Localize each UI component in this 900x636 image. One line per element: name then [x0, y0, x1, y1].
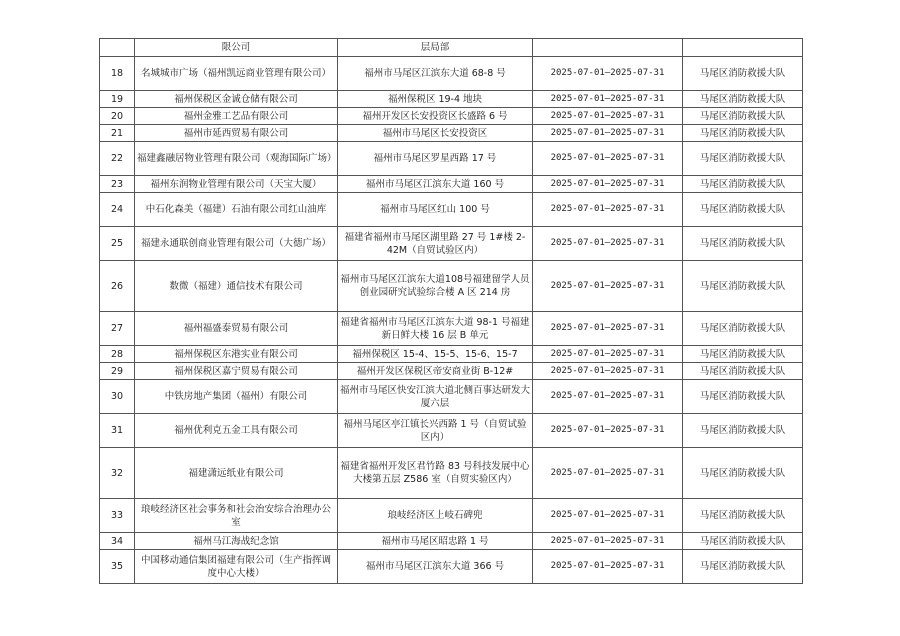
- header-org: [683, 39, 803, 57]
- address: 福州市马尾区长安投资区: [338, 125, 533, 142]
- row-number: 20: [100, 108, 135, 125]
- responsible-unit: 马尾区消防救援大队: [683, 125, 803, 142]
- row-number: 35: [100, 550, 135, 584]
- company-name: 福州保税区东港实业有限公司: [135, 346, 338, 363]
- address: 福州市马尾区罗星西路 17 号: [338, 142, 533, 176]
- address: 福州保税区 15-4、15-5、15-6、15-7: [338, 346, 533, 363]
- address: 福建省福州开发区君竹路 83 号科技发展中心大楼第五层 Z586 室（自贸实验区内）: [338, 448, 533, 499]
- company-name: 福建永通联创商业管理有限公司（大德广场）: [135, 227, 338, 261]
- date-range: 2025-07-01—2025-07-31: [533, 193, 683, 227]
- date-range: 2025-07-01—2025-07-31: [533, 261, 683, 312]
- responsible-unit: 马尾区消防救援大队: [683, 448, 803, 499]
- inspection-table: [99, 38, 803, 584]
- address: 福州市马尾区红山 100 号: [338, 193, 533, 227]
- address: 福州开发区保税区帝安商业街 B-12#: [338, 363, 533, 380]
- date-range: 2025-07-01—2025-07-31: [533, 125, 683, 142]
- company-name: 福建鑫融居物业管理有限公司（观海国际广场）: [135, 142, 338, 176]
- date-range: 2025-07-01—2025-07-31: [533, 533, 683, 550]
- table-row: [100, 312, 803, 346]
- header-company: 限公司: [135, 39, 338, 57]
- row-number: 29: [100, 363, 135, 380]
- company-name: 福州东润物业管理有限公司（天宝大厦）: [135, 176, 338, 193]
- table-row: [100, 57, 803, 91]
- table-row: [100, 193, 803, 227]
- date-range: 2025-07-01—2025-07-31: [533, 91, 683, 108]
- responsible-unit: 马尾区消防救援大队: [683, 414, 803, 448]
- row-number: 18: [100, 57, 135, 91]
- date-range: 2025-07-01—2025-07-31: [533, 448, 683, 499]
- date-range: 2025-07-01—2025-07-31: [533, 312, 683, 346]
- date-range: 2025-07-01—2025-07-31: [533, 363, 683, 380]
- company-name: 中铁房地产集团（福州）有限公司: [135, 380, 338, 414]
- company-name: 福州马江海战纪念馆: [135, 533, 338, 550]
- table-row: [100, 176, 803, 193]
- responsible-unit: 马尾区消防救援大队: [683, 533, 803, 550]
- row-number: 23: [100, 176, 135, 193]
- header-num: [100, 39, 135, 57]
- company-name: 琅岐经济区社会事务和社会治安综合治理办公室: [135, 499, 338, 533]
- table-row: [100, 414, 803, 448]
- row-number: 26: [100, 261, 135, 312]
- row-number: 24: [100, 193, 135, 227]
- date-range: 2025-07-01—2025-07-31: [533, 380, 683, 414]
- date-range: 2025-07-01—2025-07-31: [533, 176, 683, 193]
- table-row: [100, 125, 803, 142]
- address: 福州市马尾区江滨东大道 160 号: [338, 176, 533, 193]
- date-range: 2025-07-01—2025-07-31: [533, 346, 683, 363]
- address: 福州市马尾区昭忠路 1 号: [338, 533, 533, 550]
- table-row: [100, 142, 803, 176]
- date-range: 2025-07-01—2025-07-31: [533, 57, 683, 91]
- row-number: 22: [100, 142, 135, 176]
- row-number: 32: [100, 448, 135, 499]
- responsible-unit: 马尾区消防救援大队: [683, 312, 803, 346]
- address: 福州市马尾区快安江滨大道北侧百事达研发大厦六层: [338, 380, 533, 414]
- responsible-unit: 马尾区消防救援大队: [683, 142, 803, 176]
- table-row: [100, 380, 803, 414]
- row-number: 28: [100, 346, 135, 363]
- date-range: 2025-07-01—2025-07-31: [533, 227, 683, 261]
- company-name: 福州金雅工艺品有限公司: [135, 108, 338, 125]
- company-name: 福州福盛泰贸易有限公司: [135, 312, 338, 346]
- table-header-row: [100, 39, 803, 57]
- company-name: 福建潇远纸业有限公司: [135, 448, 338, 499]
- date-range: 2025-07-01—2025-07-31: [533, 142, 683, 176]
- table-row: [100, 91, 803, 108]
- responsible-unit: 马尾区消防救援大队: [683, 193, 803, 227]
- row-number: 19: [100, 91, 135, 108]
- table-row: [100, 363, 803, 380]
- responsible-unit: 马尾区消防救援大队: [683, 380, 803, 414]
- responsible-unit: 马尾区消防救援大队: [683, 550, 803, 584]
- responsible-unit: 马尾区消防救援大队: [683, 363, 803, 380]
- company-name: 中国移动通信集团福建有限公司（生产指挥调度中心大楼）: [135, 550, 338, 584]
- responsible-unit: 马尾区消防救援大队: [683, 176, 803, 193]
- address: 福州开发区长安投资区长盛路 6 号: [338, 108, 533, 125]
- company-name: 福州优利克五金工具有限公司: [135, 414, 338, 448]
- responsible-unit: 马尾区消防救援大队: [683, 227, 803, 261]
- table-row: [100, 499, 803, 533]
- address: 福州市马尾区江滨东大道 366 号: [338, 550, 533, 584]
- responsible-unit: 马尾区消防救援大队: [683, 346, 803, 363]
- row-number: 33: [100, 499, 135, 533]
- company-name: 福州保税区金诚仓储有限公司: [135, 91, 338, 108]
- company-name: 福州市延西贸易有限公司: [135, 125, 338, 142]
- table-row: [100, 550, 803, 584]
- address: 琅岐经济区上岐石碑兜: [338, 499, 533, 533]
- row-number: 31: [100, 414, 135, 448]
- header-date: [533, 39, 683, 57]
- company-name: 中石化森美（福建）石油有限公司红山油库: [135, 193, 338, 227]
- table-row: [100, 533, 803, 550]
- table-row: [100, 346, 803, 363]
- date-range: 2025-07-01—2025-07-31: [533, 108, 683, 125]
- company-name: 名城城市广场（福州凯远商业管理有限公司）: [135, 57, 338, 91]
- table-row: [100, 448, 803, 499]
- table-row: [100, 261, 803, 312]
- address: 福州马尾区亭江镇长兴西路 1 号（自贸试验区内）: [338, 414, 533, 448]
- date-range: 2025-07-01—2025-07-31: [533, 499, 683, 533]
- company-name: 数微（福建）通信技术有限公司: [135, 261, 338, 312]
- responsible-unit: 马尾区消防救援大队: [683, 57, 803, 91]
- responsible-unit: 马尾区消防救援大队: [683, 499, 803, 533]
- row-number: 27: [100, 312, 135, 346]
- row-number: 21: [100, 125, 135, 142]
- address: 福州市马尾区江滨东大道108号福建留学人员创业园研究试验综合楼 A 区 214 房: [338, 261, 533, 312]
- address: 福州市马尾区江滨东大道 68-8 号: [338, 57, 533, 91]
- address: 福建省福州市马尾区江滨东大道 98-1 号福建新日鲜大楼 16 层 B 单元: [338, 312, 533, 346]
- table-row: [100, 227, 803, 261]
- date-range: 2025-07-01—2025-07-31: [533, 414, 683, 448]
- responsible-unit: 马尾区消防救援大队: [683, 261, 803, 312]
- responsible-unit: 马尾区消防救援大队: [683, 108, 803, 125]
- company-name: 福州保税区嘉宁贸易有限公司: [135, 363, 338, 380]
- row-number: 34: [100, 533, 135, 550]
- responsible-unit: 马尾区消防救援大队: [683, 91, 803, 108]
- row-number: 30: [100, 380, 135, 414]
- row-number: 25: [100, 227, 135, 261]
- table-row: [100, 108, 803, 125]
- address: 福建省福州市马尾区湖里路 27 号 1#楼 2-42M（自贸试验区内）: [338, 227, 533, 261]
- header-address: 层局部: [338, 39, 533, 57]
- address: 福州保税区 19-4 地块: [338, 91, 533, 108]
- date-range: 2025-07-01—2025-07-31: [533, 550, 683, 584]
